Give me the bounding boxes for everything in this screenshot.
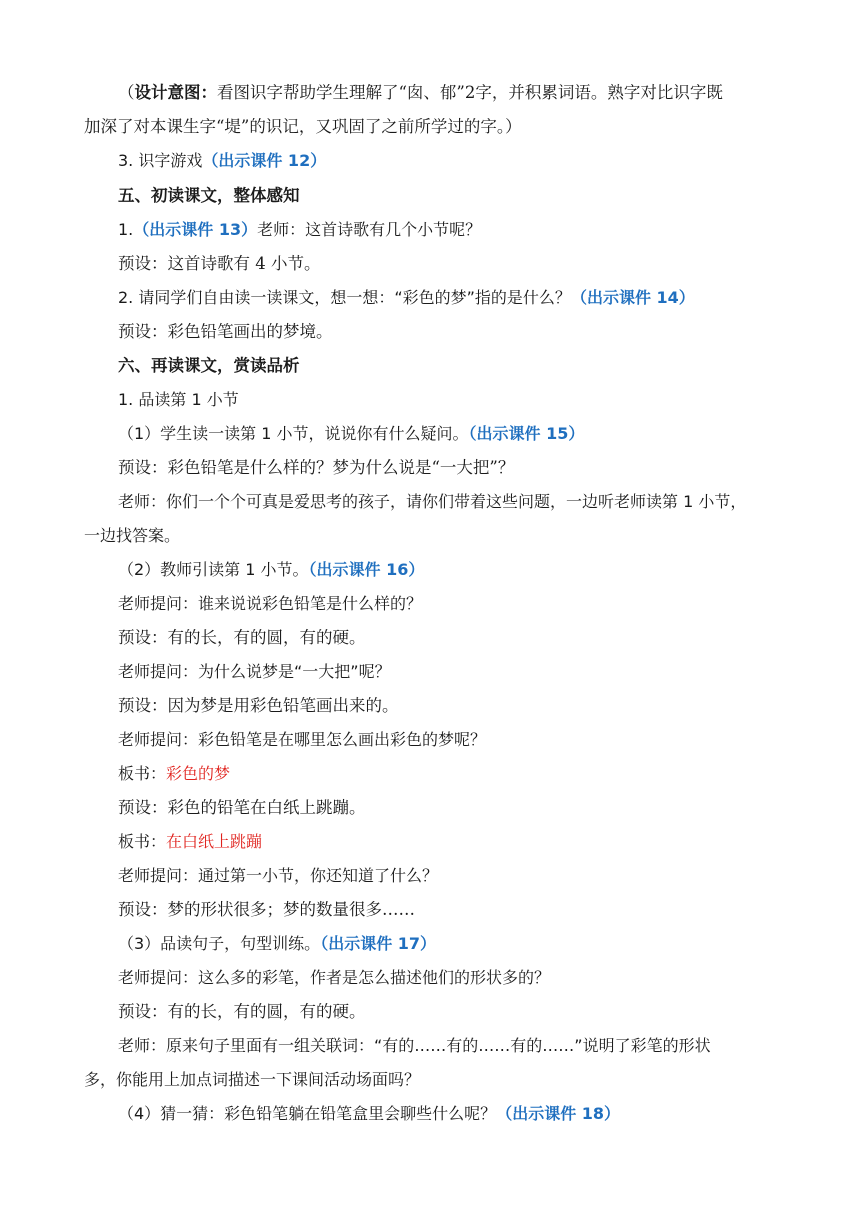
teacher-question: 老师提问：为什么说梦是“一大把”呢？ (118, 662, 391, 681)
sub-item-2: （2）教师引读第 1 小节。（出示课件 16） (118, 560, 425, 579)
preset-answer: 预设：梦的形状很多；梦的数量很多…… (118, 900, 415, 919)
sub-item-4: （4）猜一猜：彩色铅笔躺在铅笔盒里会聊些什么呢？（出示课件 18） (118, 1104, 621, 1123)
teacher-line: 老师：原来句子里面有一组关联词：“有的……有的……有的……”说明了彩笔的形状 (118, 1036, 711, 1055)
preset-answer: 预设：彩色铅笔画出的梦境。 (118, 322, 333, 341)
section-heading-6: 六、再读课文，赏读品析 (118, 356, 300, 375)
preset-answer: 预设：彩色的铅笔在白纸上跳蹦。 (118, 798, 366, 817)
teacher-question: 老师提问：这么多的彩笔，作者是怎么描述他们的形状多的？ (118, 968, 551, 987)
courseware-ref: （出示课件 17） (320, 934, 437, 953)
sub-item-1: （1）学生读一读第 1 小节，说说你有什么疑问。（出示课件 15） (118, 424, 585, 443)
preset-answer: 预设：有的长，有的圆，有的硬。 (118, 628, 366, 647)
board-note: 板书：在白纸上跳蹦 (118, 832, 263, 851)
preset-answer: 预设：彩色铅笔是什么样的？梦为什么说是“一大把”？ (118, 458, 515, 477)
preset-answer: 预设：这首诗歌有 4 小节。 (118, 254, 321, 273)
list-item-5-2: 2. 请同学们自由读一读课文，想一想：“彩色的梦”指的是什么？（出示课件 14） (118, 288, 695, 307)
courseware-ref: （出示课件 18） (496, 1104, 621, 1123)
list-item-6-1: 1. 品读第 1 小节 (118, 390, 239, 409)
board-text: 在白纸上跳蹦 (166, 832, 263, 851)
teacher-question: 老师提问：彩色铅笔是在哪里怎么画出彩色的梦呢？ (118, 730, 487, 749)
teacher-line-cont: 一边找答案。 (84, 526, 181, 545)
preset-answer: 预设：有的长，有的圆，有的硬。 (118, 1002, 366, 1021)
courseware-ref: （出示课件 16） (308, 560, 425, 579)
courseware-ref: （出示课件 14） (570, 288, 695, 307)
teacher-question: 老师提问：谁来说说彩色铅笔是什么样的？ (118, 594, 423, 613)
courseware-ref: （出示课件 12） (202, 151, 327, 170)
design-note-label: 设计意图： (134, 83, 217, 102)
list-item-3: 3. 识字游戏（出示课件 12） (118, 151, 327, 170)
teacher-line-cont: 多，你能用上加点词描述一下课间活动场面吗？ (84, 1070, 421, 1089)
design-note-line-2: 加深了对本课生字“堤”的识记，又巩固了之前所学过的字。） (84, 117, 522, 136)
board-text: 彩色的梦 (166, 764, 231, 783)
section-heading-5: 五、初读课文，整体感知 (118, 186, 300, 205)
list-item-5-1: 1.（出示课件 13）老师：这首诗歌有几个小节呢？ (118, 220, 482, 239)
teacher-line: 老师：你们一个个可真是爱思考的孩子，请你们带着这些问题，一边听老师读第 1 小节， (118, 492, 747, 511)
courseware-ref: （出示课件 13） (133, 220, 258, 239)
courseware-ref: （出示课件 15） (468, 424, 585, 443)
design-note-line-1: （设计意图：看图识字帮助学生理解了“囱、郁”2字，并积累词语。熟字对比识字既 (118, 83, 723, 102)
preset-answer: 预设：因为梦是用彩色铅笔画出来的。 (118, 696, 399, 715)
teacher-question: 老师提问：通过第一小节，你还知道了什么？ (118, 866, 439, 885)
sub-item-3: （3）品读句子，句型训练。（出示课件 17） (118, 934, 437, 953)
board-note: 板书：彩色的梦 (118, 764, 231, 783)
